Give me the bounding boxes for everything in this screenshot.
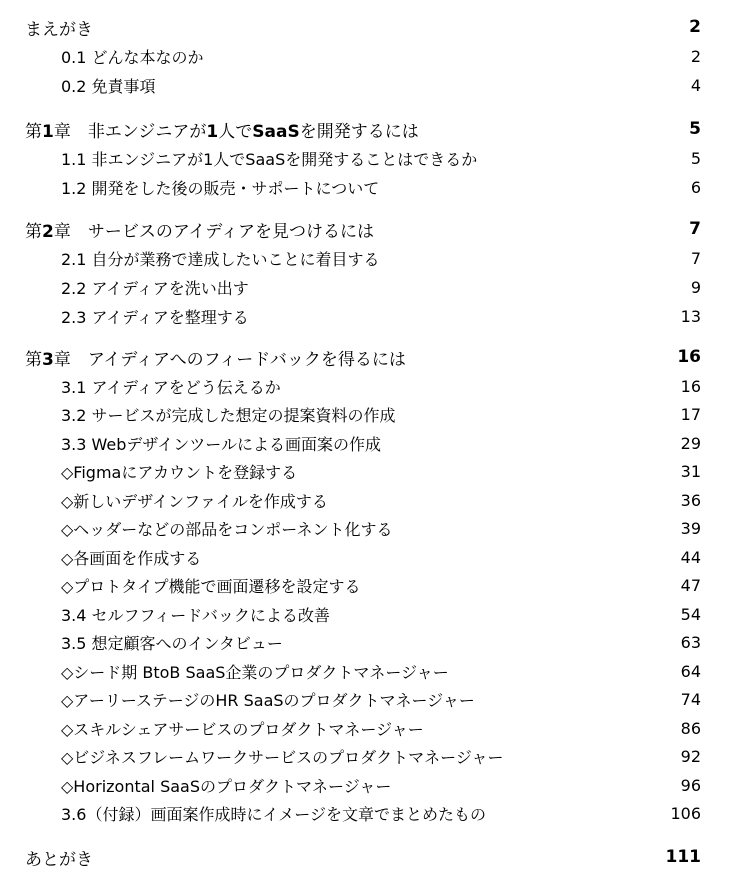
toc-entry-page: 36	[680, 490, 701, 510]
toc-entry-page: 2	[689, 17, 701, 37]
toc-entry-title: まえがき	[25, 19, 93, 40]
toc-entry-title: ◇アーリーステージのHR SaaSのプロダクトマネージャー	[61, 690, 475, 710]
toc-entry-title: ◇Horizontal SaaSのプロダクトマネージャー	[61, 776, 392, 796]
toc-entry-page: 5	[689, 119, 701, 139]
toc-entry-title: 2.2 アイディアを洗い出す	[61, 278, 249, 298]
chapter-2-title: 第2章 サービスのアイディアを見つけるには	[25, 221, 374, 242]
toc-entry-title: 1.1 非エンジニアが1人でSaaSを開発することはできるか	[61, 149, 478, 169]
toc-entry-2-1[interactable]	[0, 246, 729, 270]
toc-entry-title: ◇各画面を作成する	[61, 548, 202, 568]
toc-entry-page: 106	[670, 803, 701, 823]
toc-entry-title: ◇Figmaにアカウントを登録する	[61, 462, 298, 482]
toc-entry-3-3-d[interactable]	[0, 545, 729, 569]
toc-entry-page: 64	[680, 661, 701, 681]
toc-entry-page: 5	[690, 148, 701, 168]
toc-entry-page: 44	[680, 547, 701, 567]
toc-entry-chapter-1[interactable]	[0, 117, 729, 141]
toc-entry-atogaki[interactable]	[0, 845, 729, 869]
toc-entry-3-3-a[interactable]	[0, 459, 729, 483]
toc-entry-title: 3.6（付録）画面案作成時にイメージを文章でまとめたもの	[61, 804, 486, 824]
toc-entry-3-6[interactable]	[0, 801, 729, 825]
chapter-1-title: 第1章 非エンジニアが1人でSaaSを開発するには	[25, 121, 419, 142]
toc-entry-0-2[interactable]	[0, 73, 729, 97]
toc-entry-title: ◇プロトタイプ機能で画面遷移を設定する	[61, 576, 361, 596]
toc-entry-page: 6	[690, 177, 701, 197]
toc-entry-3-3-e[interactable]	[0, 573, 729, 597]
toc-entry-page: 2	[690, 46, 701, 66]
toc-entry-page: 13	[680, 306, 701, 326]
toc-entry-page: 86	[680, 718, 701, 738]
toc-entry-page: 9	[690, 277, 701, 297]
toc-entry-title: ◇ヘッダーなどの部品をコンポーネント化する	[61, 519, 393, 539]
toc-entry-title: 1.2 開発をした後の販売・サポートについて	[61, 178, 380, 198]
toc-entry-3-5[interactable]	[0, 630, 729, 654]
toc-entry-title: ◇ビジネスフレームワークサービスのプロダクトマネージャー	[61, 747, 504, 767]
toc-entry-1-1[interactable]	[0, 146, 729, 170]
toc-entry-title: あとがき	[25, 849, 93, 870]
toc-entry-page: 16	[677, 347, 701, 367]
toc-entry-2-2[interactable]	[0, 275, 729, 299]
chapter-3-title: 第3章 アイディアへのフィードバックを得るには	[25, 349, 406, 370]
toc-entry-page: 96	[680, 775, 701, 795]
toc-entry-3-3-c[interactable]	[0, 516, 729, 540]
toc-entry-page: 4	[690, 75, 701, 95]
toc-entry-page: 47	[680, 575, 701, 595]
toc-entry-chapter-3[interactable]	[0, 345, 729, 369]
toc-entry-title: 2.1 自分が業務で達成したいことに着目する	[61, 249, 380, 269]
toc-entry-3-5-e[interactable]	[0, 773, 729, 797]
toc-entry-3-5-a[interactable]	[0, 659, 729, 683]
toc-entry-1-2[interactable]	[0, 175, 729, 199]
toc-entry-title: 3.3 Webデザインツールによる画面案の作成	[61, 434, 381, 454]
toc-entry-3-5-d[interactable]	[0, 744, 729, 768]
toc-entry-3-5-c[interactable]	[0, 716, 729, 740]
toc-entry-page: 29	[680, 433, 701, 453]
toc-entry-3-2[interactable]	[0, 402, 729, 426]
toc-entry-page: 31	[680, 461, 701, 481]
toc-entry-3-4[interactable]	[0, 602, 729, 626]
toc-entry-page: 39	[680, 518, 701, 538]
toc-entry-2-3[interactable]	[0, 304, 729, 328]
toc-entry-page: 17	[680, 404, 701, 424]
toc-entry-page: 16	[680, 376, 701, 396]
toc-entry-title: ◇新しいデザインファイルを作成する	[61, 491, 328, 511]
toc-entry-3-5-b[interactable]	[0, 687, 729, 711]
toc-entry-title: ◇スキルシェアサービスのプロダクトマネージャー	[61, 719, 424, 739]
toc-entry-page: 74	[680, 689, 701, 709]
toc-entry-3-3-b[interactable]	[0, 488, 729, 512]
toc-entry-page: 92	[680, 746, 701, 766]
toc-entry-title: 3.2 サービスが完成した想定の提案資料の作成	[61, 405, 396, 425]
toc-entry-title: 3.5 想定顧客へのインタビュー	[61, 633, 283, 653]
toc-entry-3-1[interactable]	[0, 374, 729, 398]
toc-entry-page: 63	[680, 632, 701, 652]
toc-entry-title: 0.2 免責事項	[61, 76, 156, 96]
toc-entry-page: 54	[680, 604, 701, 624]
toc-entry-page: 7	[690, 248, 701, 268]
toc-entry-page: 7	[689, 219, 701, 239]
toc-entry-title: 3.1 アイディアをどう伝えるか	[61, 377, 281, 397]
toc-entry-page: 111	[665, 847, 701, 867]
toc-entry-title: 3.4 セルフフィードバックによる改善	[61, 605, 330, 625]
toc-entry-maegaki[interactable]	[0, 15, 729, 39]
toc-entry-title: ◇シード期 BtoB SaaS企業のプロダクトマネージャー	[61, 662, 449, 682]
toc-entry-title: 2.3 アイディアを整理する	[61, 307, 249, 327]
toc-entry-3-3[interactable]	[0, 431, 729, 455]
toc-entry-chapter-2[interactable]	[0, 217, 729, 241]
toc-entry-0-1[interactable]	[0, 44, 729, 68]
toc-entry-title: 0.1 どんな本なのか	[61, 47, 204, 67]
